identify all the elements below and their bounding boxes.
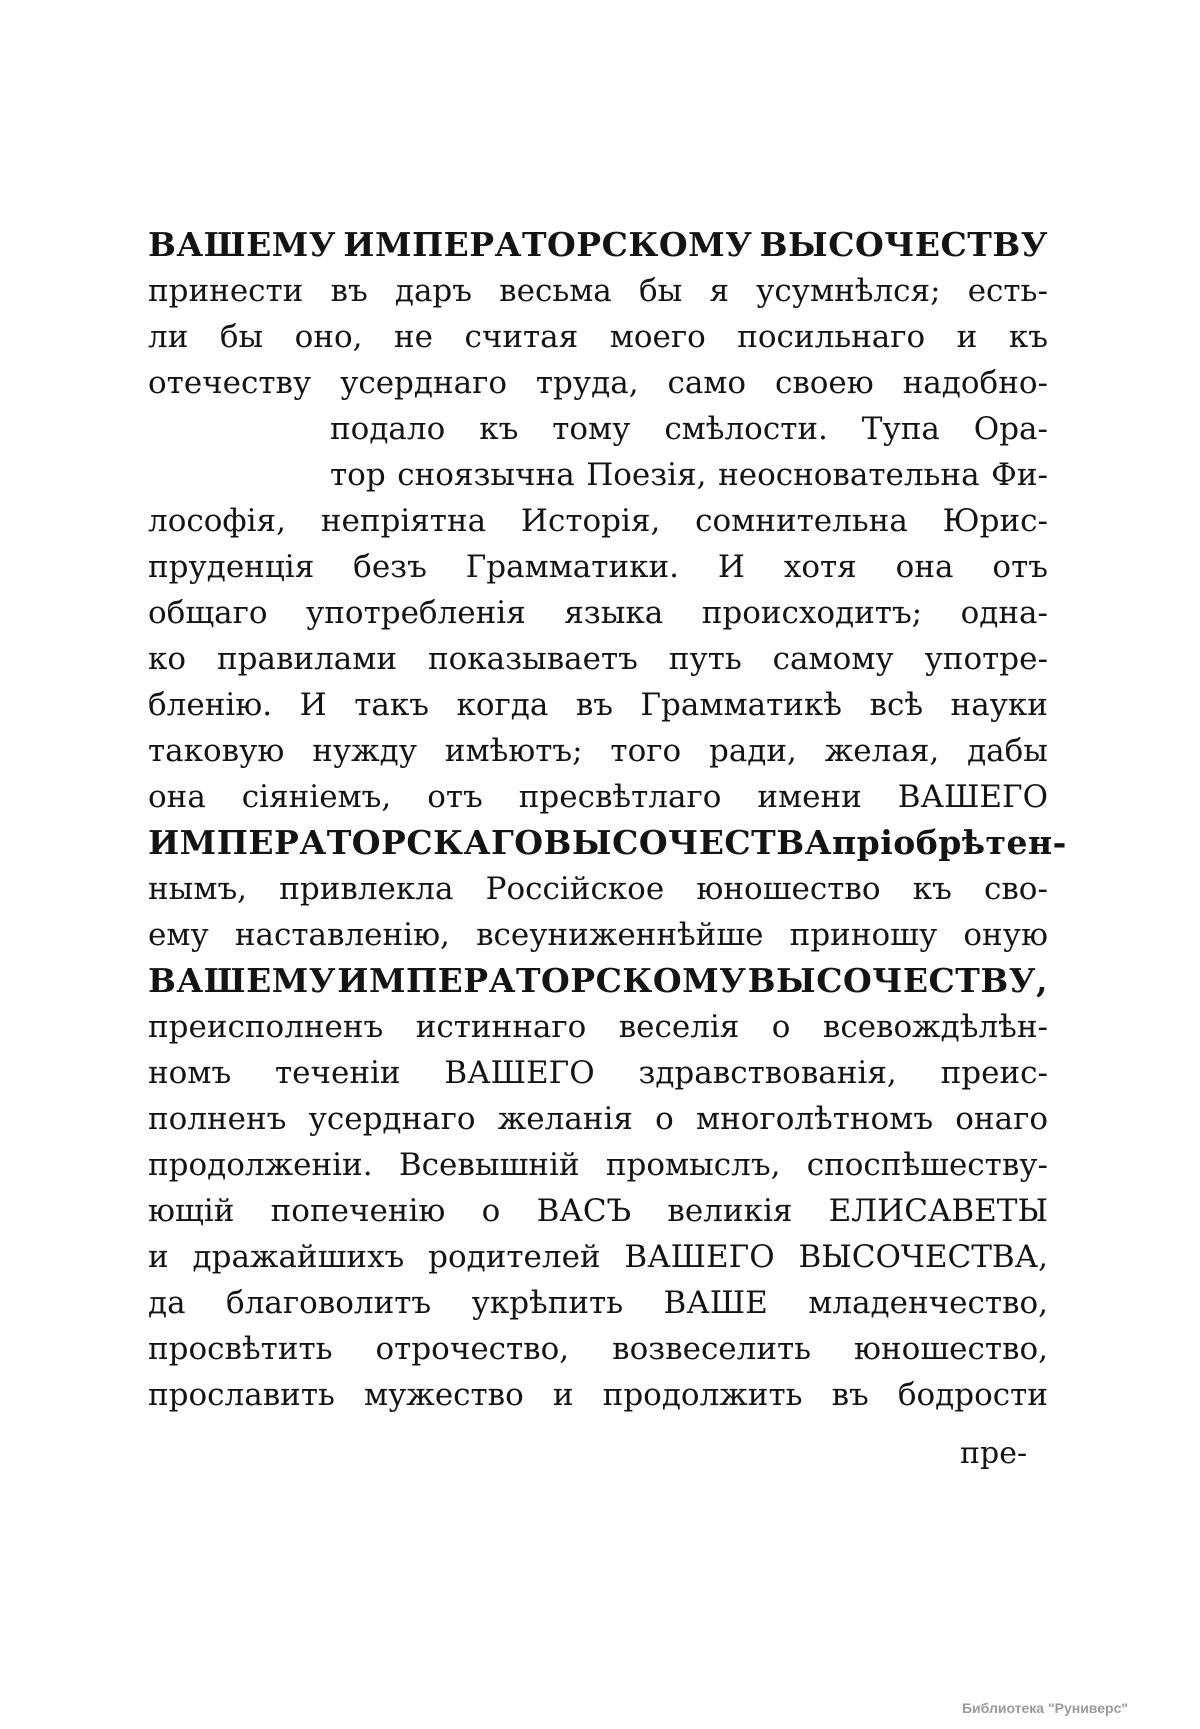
text-line <box>148 406 1048 452</box>
word: благоволитъ <box>226 1285 432 1321</box>
word: ко <box>148 641 187 677</box>
text-line <box>148 268 1048 314</box>
word: неосновательна <box>718 457 980 493</box>
word: попеченію <box>270 1193 446 1229</box>
text-line <box>148 1050 1048 1096</box>
word: ющій <box>148 1193 235 1229</box>
text-line <box>148 774 1048 820</box>
word: бодрости <box>897 1377 1048 1413</box>
word: она <box>895 549 954 585</box>
word: хотя <box>783 549 857 585</box>
word: отечеству <box>148 365 312 401</box>
word: пріобрѣтен- <box>831 823 1067 862</box>
word: многолѣтномъ <box>696 1101 934 1137</box>
word: нымъ, <box>148 871 248 907</box>
word: Ора- <box>973 411 1048 447</box>
word: въ <box>831 1377 869 1413</box>
word: пресвѣтлаго <box>518 779 722 815</box>
word: и <box>552 1377 574 1413</box>
text-line <box>148 498 1048 544</box>
text-line <box>148 1096 1048 1142</box>
word: имени <box>757 779 862 815</box>
word: усумнѣлся; <box>756 273 941 309</box>
word: отрочество, <box>375 1331 570 1367</box>
word: ради, <box>708 733 797 769</box>
text-line <box>148 590 1048 636</box>
word: науки <box>950 687 1048 723</box>
word: употребленія <box>306 595 526 631</box>
dedication-text <box>148 222 1067 1418</box>
word: ВЫСОЧЕСТВУ, <box>747 961 1048 1000</box>
word: само <box>667 365 747 401</box>
word: великія <box>667 1193 793 1229</box>
text-line <box>148 222 1048 268</box>
word: путь <box>668 641 742 677</box>
library-watermark: Библиотека "Руниверс" <box>961 1700 1128 1716</box>
word: отъ <box>427 779 483 815</box>
word: безъ <box>353 549 427 585</box>
word: сомнительна <box>695 503 908 539</box>
word: привлекла <box>279 871 454 907</box>
word: ИМПЕРАТОРСКОМУ <box>337 961 747 1000</box>
word: Исторія, <box>520 503 661 539</box>
word: ВЫСОЧЕСТВА <box>543 823 832 862</box>
word: И <box>299 687 327 723</box>
text-line <box>148 820 1067 866</box>
word: желанія <box>497 1101 633 1137</box>
text-line <box>148 682 1048 728</box>
word: въ <box>575 687 614 723</box>
word: весьма <box>499 273 612 309</box>
word: сіяніемъ, <box>241 779 392 815</box>
text-line <box>148 544 1048 590</box>
word: ВАШЕГО <box>444 1055 595 1091</box>
word: да <box>148 1285 186 1321</box>
word: продолжить <box>602 1377 803 1413</box>
word: мужество <box>363 1377 524 1413</box>
word: онаго <box>955 1101 1048 1137</box>
word: правилами <box>216 641 398 677</box>
word: преис- <box>940 1055 1048 1091</box>
word: того <box>610 733 682 769</box>
word: преисполненъ <box>148 1009 384 1045</box>
word: смѣлости. <box>664 411 828 447</box>
word: нужду <box>312 733 417 769</box>
word: ВАШЕМУ <box>148 225 337 264</box>
text-line <box>148 1280 1048 1326</box>
word: въ <box>330 273 368 309</box>
word: языка <box>564 595 664 631</box>
word: своею <box>774 365 874 401</box>
word: таковую <box>148 733 285 769</box>
word: приношу <box>789 917 938 953</box>
word: моего <box>609 319 706 355</box>
word: посильнаго <box>737 319 926 355</box>
word: бы <box>638 273 683 309</box>
catchword: пре- <box>960 1436 1028 1471</box>
word: отъ <box>992 549 1048 585</box>
word: споспѣшеству- <box>806 1147 1048 1183</box>
word: одна- <box>960 595 1048 631</box>
text-line <box>148 1004 1048 1050</box>
word: теченіи <box>275 1055 401 1091</box>
word: къ <box>912 871 952 907</box>
word: ему <box>148 917 209 953</box>
word: истиннаго <box>415 1009 587 1045</box>
word: она <box>148 779 206 815</box>
word: бленію. <box>148 687 273 723</box>
word: дражайшихъ <box>192 1239 405 1275</box>
word: пруденція <box>148 549 315 585</box>
word: подало <box>330 411 446 447</box>
text-line <box>148 1372 1048 1418</box>
word: непріятна <box>320 503 487 539</box>
word: желая, <box>824 733 940 769</box>
word: надобно- <box>902 365 1048 401</box>
word: И <box>717 549 745 585</box>
word: Грамматикѣ <box>640 687 842 723</box>
word: ВАШЕГО <box>624 1239 775 1275</box>
text-line <box>148 360 1048 406</box>
word: ли <box>148 319 189 355</box>
text-line <box>148 636 1048 682</box>
word: юношество, <box>854 1331 1048 1367</box>
word: лософія, <box>148 503 286 539</box>
word: просвѣтить <box>148 1331 333 1367</box>
text-line <box>148 1142 1048 1188</box>
word: полненъ <box>148 1101 287 1137</box>
word: номъ <box>148 1055 232 1091</box>
word: принести <box>148 273 304 309</box>
word: прославить <box>148 1377 335 1413</box>
word: показываетъ <box>427 641 638 677</box>
word: употре- <box>924 641 1048 677</box>
word: сво- <box>983 871 1048 907</box>
text-line <box>148 1234 1048 1280</box>
word: возвеселить <box>612 1331 812 1367</box>
word: младенчество, <box>808 1285 1048 1321</box>
text-line <box>148 912 1048 958</box>
text-line <box>148 866 1048 912</box>
word: родителей <box>428 1239 601 1275</box>
word: имѣютъ; <box>444 733 583 769</box>
word: ВАШЕГО <box>897 779 1048 815</box>
word: такъ <box>354 687 429 723</box>
word: Поезія, <box>586 457 707 493</box>
word: о <box>771 1009 791 1045</box>
word: укрѣпить <box>471 1285 624 1321</box>
text-line <box>148 1188 1048 1234</box>
word: я <box>709 273 730 309</box>
word: ВАШЕ <box>663 1285 768 1321</box>
word: бы <box>219 319 264 355</box>
text-line <box>148 728 1048 774</box>
word: не <box>394 319 434 355</box>
text-line <box>148 452 1048 498</box>
word: Россійское <box>485 871 665 907</box>
word: Тупа <box>861 411 940 447</box>
word: когда <box>456 687 549 723</box>
word: продолженіи. <box>148 1147 373 1183</box>
word: о <box>481 1193 501 1229</box>
word: тор <box>330 457 386 493</box>
text-line <box>148 314 1048 360</box>
word: ВАСЪ <box>536 1193 632 1229</box>
word: веселія <box>618 1009 740 1045</box>
word: ЕЛИСАВЕТЫ <box>828 1193 1048 1229</box>
word: оно, <box>294 319 363 355</box>
word: и <box>956 319 978 355</box>
word: происходитъ; <box>701 595 923 631</box>
word: всеуниженнѣйше <box>476 917 764 953</box>
text-line <box>148 958 1048 1004</box>
text-line <box>148 1326 1048 1372</box>
word: дабы <box>967 733 1048 769</box>
word: всевождѣлѣн- <box>822 1009 1048 1045</box>
word: Грамматики. <box>465 549 679 585</box>
word: ИМПЕРАТОРСКОМУ <box>343 225 753 264</box>
word: труда, <box>535 365 639 401</box>
word: ВЫСОЧЕСТВУ <box>759 225 1048 264</box>
word: всѣ <box>869 687 924 723</box>
word: наставленію, <box>234 917 450 953</box>
word: даръ <box>394 273 472 309</box>
word: усерднаго <box>308 1101 476 1137</box>
word: къ <box>479 411 519 447</box>
word: о <box>655 1101 674 1137</box>
word: усерднаго <box>340 365 508 401</box>
word: есть- <box>967 273 1048 309</box>
word: общаго <box>148 595 268 631</box>
word: ВАШЕМУ <box>148 961 337 1000</box>
word: Юрис- <box>942 503 1048 539</box>
word: самому <box>772 641 894 677</box>
word: ВЫСОЧЕСТВА, <box>798 1239 1048 1275</box>
word: считая <box>464 319 579 355</box>
word: Всевышній <box>398 1147 580 1183</box>
word: и <box>148 1239 169 1275</box>
word: оную <box>963 917 1048 953</box>
word: промыслъ, <box>605 1147 781 1183</box>
word: Фи- <box>991 457 1048 493</box>
word: юношество <box>696 871 881 907</box>
word: ИМПЕРАТОРСКАГО <box>148 823 544 862</box>
word: сноязычна <box>397 457 575 493</box>
word: къ <box>1008 319 1048 355</box>
word: тому <box>552 411 631 447</box>
word: здравствованія, <box>638 1055 897 1091</box>
